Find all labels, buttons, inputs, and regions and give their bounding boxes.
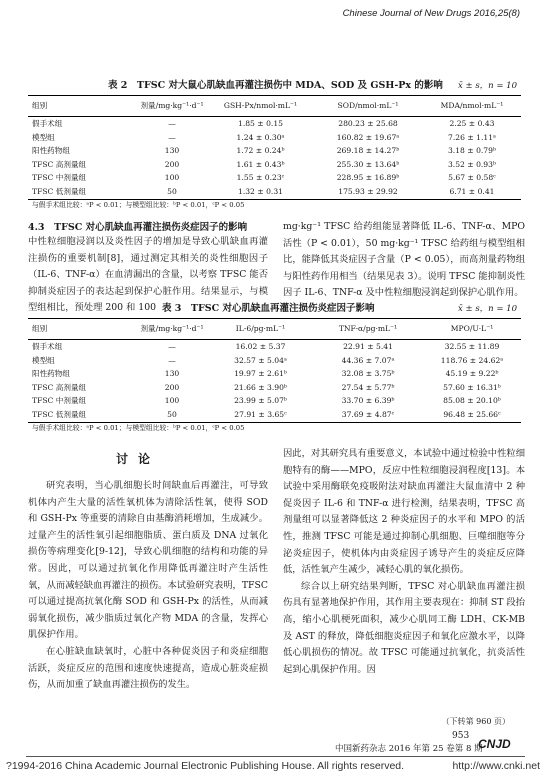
table-cell: 160.82 ± 19.67ᵃ [336,132,400,142]
table-cell: — [168,132,176,142]
table-row [28,158,521,172]
table3-header-cell: TNF-α/pg·mL⁻¹ [313,319,423,340]
table3-header-cell: 剂量/mg·kg⁻¹·d⁻¹ [136,319,208,340]
table-cell: 45.19 ± 9.22ᵇ [445,369,499,379]
table2-header-cell: 组别 [28,96,136,117]
table-cell: 32.08 ± 3.75ᵇ [341,369,395,379]
discussion-paragraph-3: 因此，对其研究具有重要意义，本试验中通过检验中性粒细胞特有的酶——MPO，反应中性粒细胞浸润程度[13]。本试验中采用酶联免疫吸附法对缺血再灌注大鼠血清中 2 种促炎因子 IL-6 和 TNF-α 进行检测，结果表明，TFSC 高剂量组可以显著降低这 2 种炎症因子的水平和 MPO 的活性，推测 TFSC 可能是通过抑制心肌细胞、巨噬细胞等分泌炎症因子，使机体内由炎症因子诱导产生的炎症反应降低，活性氧产生减少，减轻心肌的氧化损伤。 [283,448,525,576]
section-text-left: 中性粒细胞浸润以及炎性因子的增加是导致心肌缺血再灌注损伤的重要机制[8]，通过测定其相关的炎性细胞因子（IL-6、TNF-α）在血清漏出的含量，以考察 TFSC 能否抑制炎症因子的表达起到保护心脏作用。结果显示，与模型组相比，预处理 200 和 100 [28,236,268,314]
table-cell: TFSC 中剂量组 [32,396,87,406]
table3-header-cell: 组别 [28,319,136,340]
table2-header-row [28,96,521,117]
table-cell: 96.48 ± 25.66ᶜ [423,408,521,422]
table-cell: 32.55 ± 11.89 [444,342,500,351]
discussion-heading: 讨论 [116,452,161,466]
table-cell: 3.18 ± 0.79ᵇ [447,146,497,156]
table3-header-cell: IL-6/pg·mL⁻¹ [208,319,313,340]
table-cell: TFSC 低剂量组 [28,185,136,199]
table-cell: 130 [164,369,180,379]
table-cell: 100 [164,396,180,406]
discussion-paragraph-2: 在心脏缺血缺氧时，心脏中各种促炎因子和炎症细胞活跃，炎症反应的范围和速度快速提高，造成心脏炎症损伤，从而加重了缺血再灌注损伤的发生。 [28,645,268,691]
table-row [28,131,521,145]
table2-stat: x̄ ± s，n = 10 [458,81,517,91]
table-row [28,394,521,408]
table-row [28,185,521,199]
table2-caption: 表 2 TFSC 对大鼠心肌缺血再灌注损伤中 MDA、SOD 及 GSH-Px 的影响 [108,80,443,91]
table3-caption: 表 3 TFSC 对心肌缺血再灌注损伤炎症因子影响 [162,303,375,314]
table-cell: 37.69 ± 4.87ᶜ [313,408,423,422]
table-cell: TFSC 中剂量组 [32,173,87,183]
table-cell: TFSC 高剂量组 [32,382,87,392]
table-cell: 阳性药物组 [32,369,70,379]
table-cell: TFSC 高剂量组 [32,159,87,169]
table-cell: 假手术组 [32,342,63,351]
table-cell: 118.76 ± 24.62ᵃ [440,355,504,365]
table-cell: 27.54 ± 5.77ᵇ [341,382,395,392]
table-cell: — [168,355,176,365]
table3-stat: x̄ ± s，n = 10 [458,304,517,314]
table2-note: 与假手术组比较：ᵃP < 0.01；与模型组比较：ᵇP < 0.01，ᶜP < 0.05 [32,201,245,209]
table-cell: 130 [164,146,180,156]
table-cell: 1.85 ± 0.15 [237,119,283,128]
table-cell: 阳性药物组 [32,146,70,156]
table-row [28,340,521,354]
table-cell: 3.52 ± 0.93ᵇ [447,159,497,169]
table-row [28,354,521,368]
table-cell: — [168,342,176,351]
table-cell: 1.72 ± 0.24ᵇ [236,146,285,156]
continued-note: （下转第 960 页） [441,717,510,726]
section-text-right: mg·kg⁻¹ TFSC 给药组能显著降低 IL-6、TNF-α、MPO 活性（P < 0.01），50 mg·kg⁻¹ TFSC 给药组与模型组相比，能降低其炎症因子含量（P < 0.05），而高剂量药物组与阳性药作用相当（结果见表 3）。说明 TFSC 能抑制炎性因子 IL-6、TNF-α 及中性粒细胞浸润起到保护心肌作用。 [283,221,525,299]
table-cell: 1.55 ± 0.23ᶜ [236,173,285,183]
table-cell: 50 [136,185,208,199]
table-cell: 16.02 ± 5.37 [235,342,286,351]
table2-header-cell: GSH-Px/nmol·mL⁻¹ [208,96,313,117]
table3-header-row [28,319,521,340]
table-cell: 50 [136,408,208,422]
table3-header-cell: MPO/U·L⁻¹ [423,319,521,340]
table-cell: 2.25 ± 0.43 [449,119,495,128]
table-cell: 228.95 ± 16.89ᵇ [336,173,400,183]
table2 [28,95,521,200]
footer-divider [26,756,525,757]
table2-header-cell: SOD/nmol·mL⁻¹ [313,96,423,117]
table-row [28,381,521,395]
table3 [28,318,521,423]
section-title: 4.3 TFSC 对心肌缺血再灌注损伤炎症因子的影响 [28,222,248,233]
table-cell: 1.32 ± 0.31 [208,185,313,199]
table-cell: 22.91 ± 5.41 [343,342,393,351]
table-cell: 85.08 ± 20.10ᵇ [443,396,501,406]
table-cell: 23.99 ± 5.07ᵇ [234,396,287,406]
journal-logo: CNJD [478,737,511,751]
table-cell: 21.66 ± 3.90ᵇ [234,382,287,392]
table-cell: 33.70 ± 6.39ᵇ [341,396,395,406]
page-number: 953 [452,731,470,741]
table-cell: 32.57 ± 5.04ᵃ [234,355,287,365]
running-header: Chinese Journal of New Drugs 2016,25(8) [342,8,520,19]
table-cell: — [168,119,176,128]
table-cell: 175.93 ± 29.92 [313,185,423,199]
table2-header-cell: MDA/nmol·mL⁻¹ [423,96,521,117]
table-cell: 44.36 ± 7.07ᵃ [341,355,395,365]
discussion-paragraph-4: 综合以上研究结果判断，TFSC 对心肌缺血再灌注损伤具有显著地保护作用，其作用主要表现在：抑制 ST 段抬高，缩小心肌梗死面积，减少心肌同工酶 LDH、CK-MB 及 AST 的释放，降低细胞炎症因子和氧化应激水平，以降低心肌损伤的情况。故 TFSC 可能通过抗氧化，抗炎活性起到心肌保护作用。因 [283,580,525,675]
table-row [28,117,521,131]
table-cell: 57.60 ± 16.31ᵇ [443,382,501,392]
table-cell: TFSC 低剂量组 [28,408,136,422]
table-row [28,171,521,185]
discussion-right-column [283,446,525,678]
table-row [28,367,521,381]
table-cell: 6.71 ± 0.41 [423,185,521,199]
table-row [28,408,521,422]
table-cell: 280.23 ± 25.68 [338,119,398,128]
table-cell: 7.26 ± 1.11ᵃ [448,132,496,142]
table-cell: 1.61 ± 0.43ᵇ [236,159,285,169]
table-cell: 255.30 ± 13.64ᵇ [336,159,400,169]
copyright-notice: ?1994-2016 China Academic Journal Electronic Publishing House. All rights reserved. [6,760,405,772]
table3-note: 与假手术组比较：ᵃP < 0.01；与模型组比较：ᵇP < 0.01，ᶜP < 0.05 [32,424,245,432]
table-cell: 模型组 [32,132,55,142]
table-cell: 假手术组 [32,119,63,128]
table-cell: 27.91 ± 3.65ᶜ [208,408,313,422]
table-cell: 200 [164,159,180,169]
cnki-url: http://www.cnki.net [452,760,540,772]
table-cell: 269.18 ± 14.27ᵇ [336,146,400,156]
table-cell: 模型组 [32,355,55,365]
discussion-left-column [28,478,268,694]
table-cell: 19.97 ± 2.61ᵇ [234,369,287,379]
table-cell: 1.24 ± 0.30ᵃ [236,132,285,142]
table-cell: 5.67 ± 0.58ᶜ [448,173,496,183]
table2-header-cell: 剂量/mg·kg⁻¹·d⁻¹ [136,96,208,117]
table-cell: 100 [164,173,180,183]
table-row [28,144,521,158]
table-cell: 200 [164,382,180,392]
journal-info: 中国新药杂志 2016 年第 25 卷第 8 期 [335,744,483,754]
discussion-paragraph-1: 研究表明，当心肌细胞长时间缺血后再灌注，可导致机体内产生大量的活性氧机体为清除活性氧，使得 SOD 和 GSH-Px 等重要的清除自由基酶消耗增加，生成减少。过量产生的活性氧引起细胞脂质、蛋白质及 DNA 过氧化损伤等病理变化[9-12]，导致心肌细胞的结构和功能的异常。因此，可以通过抗氧化作用降低再灌注时产生活性氧，从而减轻缺血再灌注的损伤。本试验研究表明，TFSC 可以通过提高抗氧化酶 SOD 和 GSH-Px 的活性，从而减弱氧化损伤，减少脂质过氧化产物 MDA 的含量，发挥心肌保护作用。 [28,480,268,641]
